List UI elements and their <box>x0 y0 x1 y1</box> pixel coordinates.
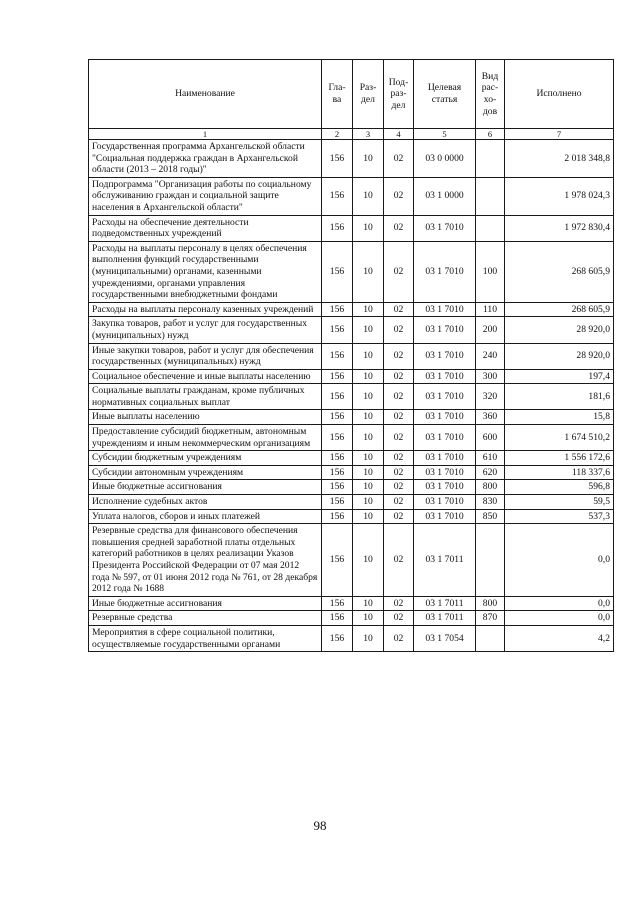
row-statya: 03 1 7011 <box>414 596 476 611</box>
row-glava: 156 <box>322 451 353 466</box>
row-glava: 156 <box>322 425 353 451</box>
row-amount: 268 605,9 <box>505 302 614 317</box>
row-glava: 156 <box>322 480 353 495</box>
row-vid: 800 <box>476 596 505 611</box>
table-row <box>89 241 614 302</box>
row-amount: 197,4 <box>505 369 614 384</box>
row-name: Субсидии бюджетным учреждениям <box>89 451 322 466</box>
row-razdel: 10 <box>353 369 384 384</box>
row-vid: 200 <box>476 317 505 343</box>
row-podrazdel: 02 <box>384 625 414 651</box>
column-number: 5 <box>414 129 476 140</box>
row-razdel: 10 <box>353 302 384 317</box>
row-vid: 360 <box>476 410 505 425</box>
row-name: Резервные средства для финансового обеспечения повышения средней заработной платы отдельных категорий работников в целях реализации Указов Президента Российской Федерации от 07 мая 2012 года № 597, от 01 июня 2012 года № 761, от 28 декабря 2012 года № 1688 <box>89 524 322 597</box>
table-row <box>89 524 614 597</box>
row-vid <box>476 625 505 651</box>
row-glava: 156 <box>322 241 353 302</box>
row-statya: 03 1 7010 <box>414 343 476 369</box>
row-name: Исполнение судебных актов <box>89 495 322 510</box>
row-amount: 0,0 <box>505 611 614 626</box>
row-razdel: 10 <box>353 215 384 241</box>
row-glava: 156 <box>322 465 353 480</box>
row-glava: 156 <box>322 369 353 384</box>
row-amount: 0,0 <box>505 596 614 611</box>
row-statya: 03 1 7010 <box>414 317 476 343</box>
column-number: 3 <box>353 129 384 140</box>
row-name: Иные бюджетные ассигнования <box>89 596 322 611</box>
row-amount: 2 018 348,8 <box>505 140 614 178</box>
row-amount: 59,5 <box>505 495 614 510</box>
header-razdel: Раз- дел <box>353 60 384 129</box>
column-number-row <box>89 129 614 140</box>
table-row <box>89 480 614 495</box>
row-glava: 156 <box>322 611 353 626</box>
row-statya: 03 1 7011 <box>414 611 476 626</box>
row-statya: 03 1 7010 <box>414 215 476 241</box>
row-name: Социальные выплаты гражданам, кроме публичных нормативных социальных выплат <box>89 384 322 410</box>
row-vid: 870 <box>476 611 505 626</box>
row-name: Закупка товаров, работ и услуг для государственных (муниципальных) нужд <box>89 317 322 343</box>
budget-execution-table <box>88 59 614 652</box>
row-vid: 600 <box>476 425 505 451</box>
row-amount: 181,6 <box>505 384 614 410</box>
row-name: Иные бюджетные ассигнования <box>89 480 322 495</box>
row-statya: 03 1 7010 <box>414 369 476 384</box>
row-podrazdel: 02 <box>384 509 414 524</box>
row-statya: 03 1 7054 <box>414 625 476 651</box>
row-amount: 4,2 <box>505 625 614 651</box>
row-amount: 1 556 172,6 <box>505 451 614 466</box>
column-number: 2 <box>322 129 353 140</box>
row-statya: 03 1 7010 <box>414 509 476 524</box>
row-glava: 156 <box>322 495 353 510</box>
row-name: Социальное обеспечение и иные выплаты населению <box>89 369 322 384</box>
table-body <box>89 140 614 652</box>
table-row <box>89 611 614 626</box>
row-vid: 300 <box>476 369 505 384</box>
row-podrazdel: 02 <box>384 317 414 343</box>
table-row <box>89 625 614 651</box>
row-glava: 156 <box>322 625 353 651</box>
row-amount: 1 972 830,4 <box>505 215 614 241</box>
table-row <box>89 302 614 317</box>
header-podrazdel: Под- раз- дел <box>384 60 414 129</box>
row-podrazdel: 02 <box>384 343 414 369</box>
row-podrazdel: 02 <box>384 384 414 410</box>
header-ispolneno: Исполнено <box>505 60 614 129</box>
row-name: Иные выплаты населению <box>89 410 322 425</box>
row-amount: 596,8 <box>505 480 614 495</box>
row-razdel: 10 <box>353 343 384 369</box>
row-glava: 156 <box>322 596 353 611</box>
row-statya: 03 1 7010 <box>414 495 476 510</box>
row-vid: 240 <box>476 343 505 369</box>
row-podrazdel: 02 <box>384 524 414 597</box>
row-name: Подпрограмма "Организация работы по социальному обслуживанию граждан и социальной защите населения в Архангельской области" <box>89 177 322 215</box>
row-name: Расходы на выплаты персоналу казенных учреждений <box>89 302 322 317</box>
row-vid <box>476 177 505 215</box>
row-podrazdel: 02 <box>384 241 414 302</box>
table-row <box>89 140 614 178</box>
row-statya: 03 1 7010 <box>414 410 476 425</box>
row-glava: 156 <box>322 410 353 425</box>
row-razdel: 10 <box>353 177 384 215</box>
column-number: 1 <box>89 129 322 140</box>
row-glava: 156 <box>322 524 353 597</box>
row-glava: 156 <box>322 302 353 317</box>
row-razdel: 10 <box>353 410 384 425</box>
row-podrazdel: 02 <box>384 465 414 480</box>
table-row <box>89 384 614 410</box>
table-row <box>89 215 614 241</box>
row-name: Уплата налогов, сборов и иных платежей <box>89 509 322 524</box>
row-vid: 610 <box>476 451 505 466</box>
row-statya: 03 1 7010 <box>414 451 476 466</box>
row-statya: 03 0 0000 <box>414 140 476 178</box>
row-podrazdel: 02 <box>384 369 414 384</box>
row-glava: 156 <box>322 140 353 178</box>
row-name: Государственная программа Архангельской области "Социальная поддержка граждан в Архангельской области (2013 – 2018 годы)" <box>89 140 322 178</box>
row-razdel: 10 <box>353 611 384 626</box>
table-row <box>89 177 614 215</box>
row-podrazdel: 02 <box>384 410 414 425</box>
row-amount: 537,3 <box>505 509 614 524</box>
header-row <box>89 60 614 129</box>
row-amount: 28 920,0 <box>505 317 614 343</box>
column-number: 7 <box>505 129 614 140</box>
row-podrazdel: 02 <box>384 451 414 466</box>
row-vid: 320 <box>476 384 505 410</box>
table-row <box>89 425 614 451</box>
row-razdel: 10 <box>353 625 384 651</box>
row-podrazdel: 02 <box>384 177 414 215</box>
row-podrazdel: 02 <box>384 215 414 241</box>
row-razdel: 10 <box>353 465 384 480</box>
row-vid: 620 <box>476 465 505 480</box>
row-podrazdel: 02 <box>384 302 414 317</box>
header-statya: Целевая статья <box>414 60 476 129</box>
row-name: Субсидии автономным учреждениям <box>89 465 322 480</box>
row-amount: 28 920,0 <box>505 343 614 369</box>
row-vid: 830 <box>476 495 505 510</box>
table-row <box>89 509 614 524</box>
row-statya: 03 1 7010 <box>414 302 476 317</box>
row-vid: 110 <box>476 302 505 317</box>
row-amount: 1 978 024,3 <box>505 177 614 215</box>
row-name: Мероприятия в сфере социальной политики, осуществляемые государственными органами <box>89 625 322 651</box>
row-statya: 03 1 7010 <box>414 425 476 451</box>
row-vid <box>476 140 505 178</box>
row-statya: 03 1 7010 <box>414 480 476 495</box>
row-razdel: 10 <box>353 495 384 510</box>
row-razdel: 10 <box>353 596 384 611</box>
row-razdel: 10 <box>353 317 384 343</box>
row-glava: 156 <box>322 343 353 369</box>
row-statya: 03 1 7010 <box>414 384 476 410</box>
row-razdel: 10 <box>353 241 384 302</box>
table-row <box>89 317 614 343</box>
table-row <box>89 495 614 510</box>
row-glava: 156 <box>322 317 353 343</box>
column-number: 6 <box>476 129 505 140</box>
row-name: Расходы на обеспечение деятельности подведомственных учреждений <box>89 215 322 241</box>
row-name: Иные закупки товаров, работ и услуг для обеспечения государственных (муниципальных) нужд <box>89 343 322 369</box>
row-statya: 03 1 0000 <box>414 177 476 215</box>
row-vid: 850 <box>476 509 505 524</box>
row-vid: 100 <box>476 241 505 302</box>
table-row <box>89 596 614 611</box>
row-razdel: 10 <box>353 509 384 524</box>
table-row <box>89 343 614 369</box>
row-name: Предоставление субсидий бюджетным, автономным учреждениям и иным некоммерческим организациям <box>89 425 322 451</box>
row-podrazdel: 02 <box>384 596 414 611</box>
row-statya: 03 1 7010 <box>414 465 476 480</box>
page-number: 98 <box>313 818 327 833</box>
row-statya: 03 1 7011 <box>414 524 476 597</box>
table-row <box>89 451 614 466</box>
row-amount: 15,8 <box>505 410 614 425</box>
table-row <box>89 410 614 425</box>
table-row <box>89 369 614 384</box>
row-razdel: 10 <box>353 451 384 466</box>
header-glava: Гла- ва <box>322 60 353 129</box>
column-number: 4 <box>384 129 414 140</box>
table-row <box>89 465 614 480</box>
row-razdel: 10 <box>353 140 384 178</box>
row-podrazdel: 02 <box>384 611 414 626</box>
row-amount: 1 674 510,2 <box>505 425 614 451</box>
row-glava: 156 <box>322 384 353 410</box>
row-glava: 156 <box>322 177 353 215</box>
row-vid <box>476 524 505 597</box>
row-amount: 0,0 <box>505 524 614 597</box>
row-vid: 800 <box>476 480 505 495</box>
row-glava: 156 <box>322 215 353 241</box>
header-vid: Вид рас- хо- дов <box>476 60 505 129</box>
row-glava: 156 <box>322 509 353 524</box>
row-vid <box>476 215 505 241</box>
row-name: Резервные средства <box>89 611 322 626</box>
row-podrazdel: 02 <box>384 425 414 451</box>
row-razdel: 10 <box>353 480 384 495</box>
row-podrazdel: 02 <box>384 480 414 495</box>
row-podrazdel: 02 <box>384 495 414 510</box>
row-podrazdel: 02 <box>384 140 414 178</box>
row-razdel: 10 <box>353 524 384 597</box>
row-razdel: 10 <box>353 384 384 410</box>
row-razdel: 10 <box>353 425 384 451</box>
row-statya: 03 1 7010 <box>414 241 476 302</box>
row-name: Расходы на выплаты персоналу в целях обеспечения выполнения функций государственными (муниципальными) органами, казенными учреждениями, органами управления государственными внебюджетными фондами <box>89 241 322 302</box>
header-name: Наименование <box>89 60 322 129</box>
row-amount: 118 337,6 <box>505 465 614 480</box>
row-amount: 268 605,9 <box>505 241 614 302</box>
